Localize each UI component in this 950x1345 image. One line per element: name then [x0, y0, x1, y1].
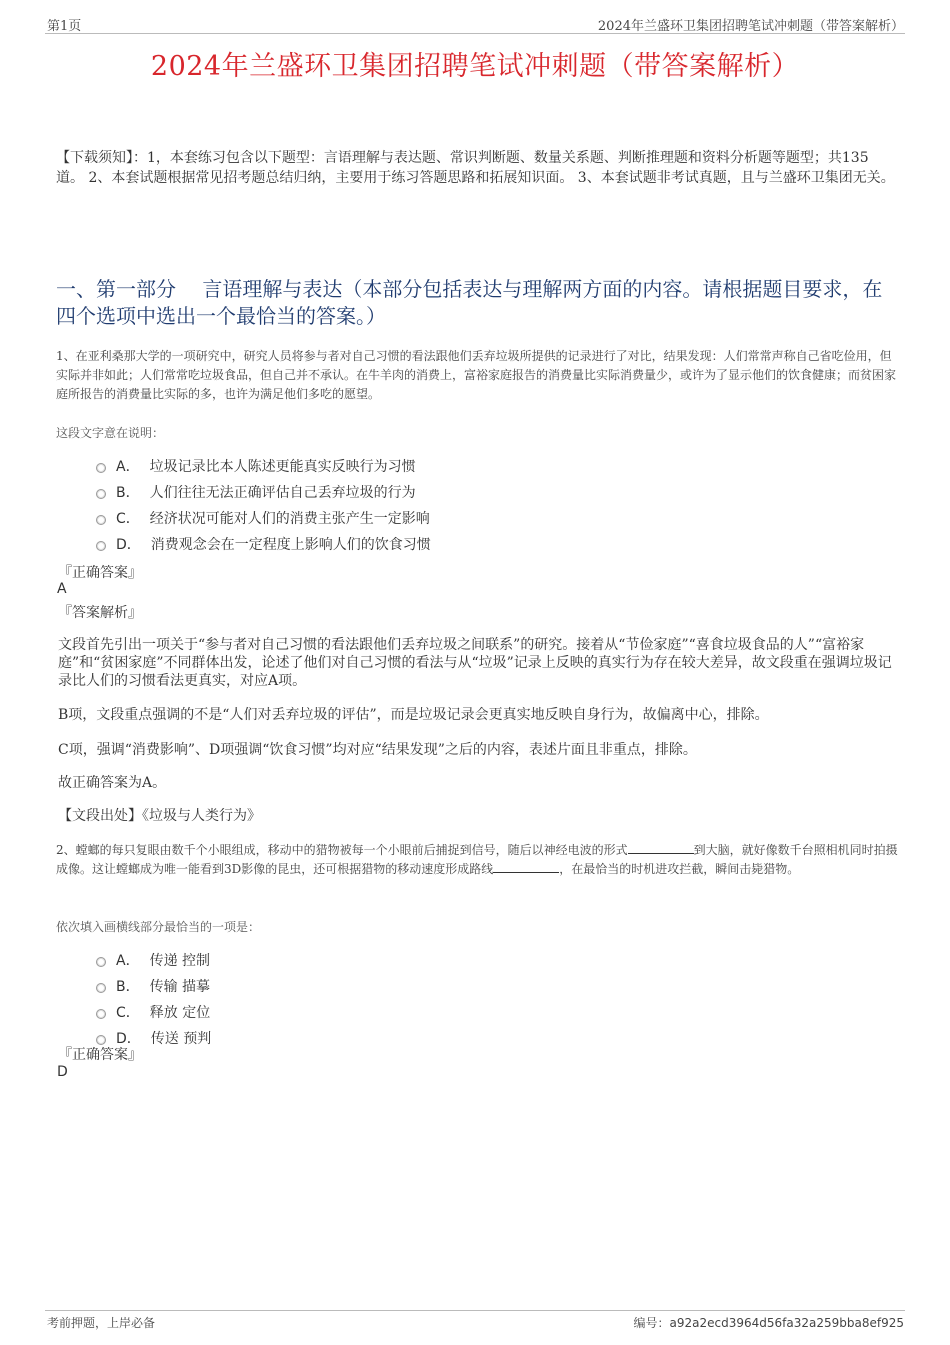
question-2-options — [96, 947, 211, 1051]
radio-icon[interactable] — [96, 957, 106, 967]
question-1-options — [96, 453, 431, 557]
question-1-prompt: 这段文字意在说明： — [56, 426, 165, 440]
analysis-paragraph-1: 文段首先引出一项关于“参与者对自己习惯的看法跟他们丢弃垃圾之间联系”的研究。接着从“节俭家庭”“喜食垃圾食品的人”“富裕家庭”和“贫困家庭”不同群体出发，论述了他们对自己习惯的看法与从“垃圾”记录上反映的真实行为存在较大差异，故文段重在强调垃圾记录比人们的习惯看法更真实，对应A项。 — [58, 637, 892, 689]
option-a[interactable]: A． 传递 控制 — [96, 947, 211, 973]
radio-icon[interactable] — [96, 515, 106, 525]
question-1-source: 【文段出处】《垃圾与人类行为》 — [58, 808, 261, 824]
question-1-stem: 1、在亚利桑那大学的一项研究中，研究人员将参与者对自己习惯的看法跟他们丢弃垃圾所提供的记录进行了对比，结果发现：人们常常声称自己省吃俭用，但实际并非如此；人们常常吃垃圾食品，但自己并不承认。在牛羊肉的消费上，富裕家庭报告的消费量比实际消费量少，或许为了显示他们的饮食健康；而贫困家庭所报告的消费量比实际的多，也许为满足他们多吃的愿望。 — [56, 349, 897, 401]
question-2-answer-label: 『正确答案』 — [58, 1047, 142, 1063]
fill-blank-1[interactable] — [628, 841, 694, 854]
radio-icon[interactable] — [96, 1009, 106, 1019]
radio-icon[interactable] — [96, 489, 106, 499]
option-c[interactable]: C． 释放 定位 — [96, 999, 211, 1025]
question-2-answer: D — [57, 1064, 68, 1080]
download-notice: 【下载须知】：1，本套练习包含以下题型：言语理解与表达题、常识判断题、数量关系题、判断推理题和资料分析题等题型；共135道。 2、本套试题根据常见招考题总结归纳，主要用于练习答题思路和拓展知识面。 3、本套试题非考试真题，且与兰盛环卫集团无关。 — [56, 150, 895, 186]
fill-blank-2[interactable] — [493, 860, 559, 873]
option-d[interactable]: D． 传送 预判 — [96, 1025, 211, 1051]
option-b[interactable]: B． 传输 描摹 — [96, 973, 211, 999]
option-a[interactable]: A． 垃圾记录比本人陈述更能真实反映行为习惯 — [96, 453, 431, 479]
option-b[interactable]: B． 人们往往无法正确评估自己丢弃垃圾的行为 — [96, 479, 431, 505]
analysis-paragraph-3: C项，强调“消费影响”、D项强调“饮食习惯”均对应“结果发现”之后的内容，表述片面且非重点，排除。 — [58, 742, 697, 758]
footer-code: 编号：a92a2ecd3964d56fa32a259bba8ef925 — [633, 1316, 904, 1330]
radio-icon[interactable] — [96, 541, 106, 551]
radio-icon[interactable] — [96, 463, 106, 473]
question-1-answer-label: 『正确答案』 — [58, 565, 142, 581]
radio-icon[interactable] — [96, 983, 106, 993]
analysis-conclusion: 故正确答案为A。 — [58, 775, 167, 791]
option-c[interactable]: C． 经济状况可能对人们的消费主张产生一定影响 — [96, 505, 431, 531]
header-divider — [45, 33, 905, 34]
question-1-analysis-label: 『答案解析』 — [58, 605, 142, 621]
option-d[interactable]: D． 消费观念会在一定程度上影响人们的饮食习惯 — [96, 531, 431, 557]
page-title: 2024年兰盛环卫集团招聘笔试冲刺题（带答案解析） — [150, 51, 800, 82]
footer-slogan: 考前押题，上岸必备 — [47, 1316, 156, 1330]
question-2-prompt: 依次填入画横线部分最恰当的一项是： — [56, 920, 261, 934]
footer-divider — [45, 1310, 905, 1311]
header-doc-title: 2024年兰盛环卫集团招聘笔试冲刺题（带答案解析） — [597, 19, 904, 34]
question-1-answer: A — [57, 581, 67, 597]
header-page-label: 第1页 — [47, 19, 82, 34]
section-heading: 一、第一部分 言语理解与表达（本部分包括表达与理解两方面的内容。请根据题目要求，在四个选项中选出一个最恰当的答案。） — [56, 277, 883, 328]
question-2-stem: 2、螳螂的每只复眼由数千个小眼组成，移动中的猎物被每一个小眼前后捕捉到信号，随后以神经电波的形式 到大脑，就好像数千台照相机同时拍摄成像。这让螳螂成为唯一能看到3D影像的昆虫，还可根据猎物的移动速度形成路线 ，在最恰当的时机进攻拦截，瞬间击毙猎物。 — [56, 843, 898, 876]
analysis-paragraph-2: B项，文段重点强调的不是“人们对丢弃垃圾的评估”，而是垃圾记录会更真实地反映自身行为，故偏离中心，排除。 — [58, 707, 769, 723]
